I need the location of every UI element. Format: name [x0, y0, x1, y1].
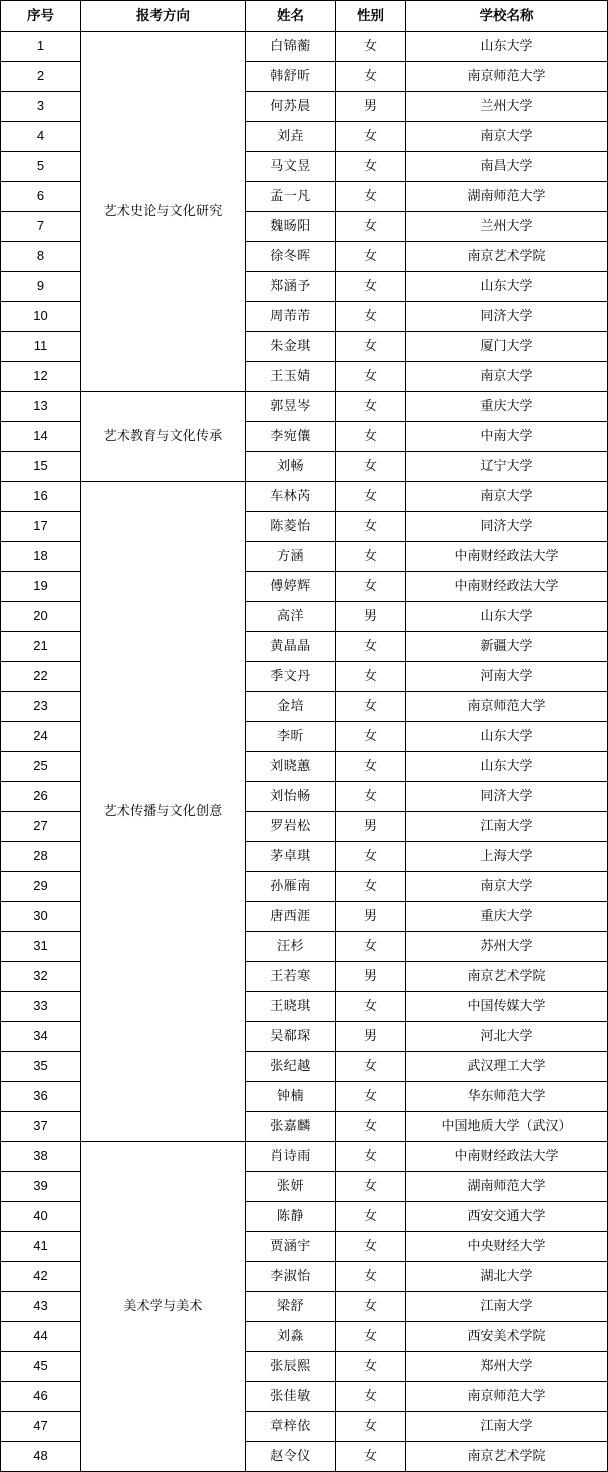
cell-index: 37 — [1, 1112, 81, 1142]
cell-index: 7 — [1, 212, 81, 242]
cell-sex: 男 — [336, 1022, 406, 1052]
cell-index: 17 — [1, 512, 81, 542]
cell-name: 车林芮 — [246, 482, 336, 512]
cell-sex: 女 — [336, 62, 406, 92]
cell-name: 刘淼 — [246, 1322, 336, 1352]
cell-sex: 女 — [336, 452, 406, 482]
cell-index: 16 — [1, 482, 81, 512]
cell-school: 武汉理工大学 — [406, 1052, 608, 1082]
cell-sex: 女 — [336, 242, 406, 272]
cell-school: 山东大学 — [406, 272, 608, 302]
cell-direction-group: 艺术史论与文化研究 — [81, 32, 246, 392]
cell-index: 29 — [1, 872, 81, 902]
cell-index: 35 — [1, 1052, 81, 1082]
cell-index: 33 — [1, 992, 81, 1022]
cell-school: 西安美术学院 — [406, 1322, 608, 1352]
cell-name: 何苏晨 — [246, 92, 336, 122]
cell-sex: 女 — [336, 272, 406, 302]
cell-sex: 女 — [336, 842, 406, 872]
cell-name: 赵令仪 — [246, 1442, 336, 1472]
cell-name: 张妍 — [246, 1172, 336, 1202]
cell-school: 中国地质大学（武汉） — [406, 1112, 608, 1142]
cell-index: 48 — [1, 1442, 81, 1472]
cell-index: 5 — [1, 152, 81, 182]
cell-name: 王若寒 — [246, 962, 336, 992]
cell-sex: 男 — [336, 92, 406, 122]
cell-school: 中国传媒大学 — [406, 992, 608, 1022]
cell-index: 25 — [1, 752, 81, 782]
cell-direction-group: 艺术传播与文化创意 — [81, 482, 246, 1142]
cell-index: 34 — [1, 1022, 81, 1052]
cell-name: 茅卓琪 — [246, 842, 336, 872]
table-header — [1, 1, 608, 32]
header-row — [1, 1, 608, 32]
cell-school: 辽宁大学 — [406, 452, 608, 482]
cell-school: 湖北大学 — [406, 1262, 608, 1292]
cell-index: 45 — [1, 1352, 81, 1382]
cell-sex: 女 — [336, 212, 406, 242]
cell-index: 19 — [1, 572, 81, 602]
cell-name: 陈菱怡 — [246, 512, 336, 542]
cell-sex: 女 — [336, 1052, 406, 1082]
cell-school: 兰州大学 — [406, 212, 608, 242]
table-row — [1, 1142, 608, 1172]
cell-school: 南京艺术学院 — [406, 962, 608, 992]
cell-index: 3 — [1, 92, 81, 122]
cell-name: 韩舒昕 — [246, 62, 336, 92]
cell-name: 肖诗雨 — [246, 1142, 336, 1172]
cell-school: 河北大学 — [406, 1022, 608, 1052]
cell-name: 李宛儴 — [246, 422, 336, 452]
cell-name: 马文昱 — [246, 152, 336, 182]
column-header-name: 姓名 — [246, 1, 336, 32]
cell-sex: 女 — [336, 1172, 406, 1202]
cell-index: 26 — [1, 782, 81, 812]
cell-name: 张嘉麟 — [246, 1112, 336, 1142]
cell-index: 21 — [1, 632, 81, 662]
cell-sex: 女 — [336, 1202, 406, 1232]
cell-index: 20 — [1, 602, 81, 632]
cell-name: 张纪越 — [246, 1052, 336, 1082]
cell-index: 44 — [1, 1322, 81, 1352]
cell-sex: 女 — [336, 152, 406, 182]
cell-school: 重庆大学 — [406, 902, 608, 932]
cell-sex: 女 — [336, 992, 406, 1022]
cell-index: 2 — [1, 62, 81, 92]
cell-name: 朱金琪 — [246, 332, 336, 362]
cell-school: 中南大学 — [406, 422, 608, 452]
cell-sex: 男 — [336, 902, 406, 932]
cell-index: 10 — [1, 302, 81, 332]
cell-index: 6 — [1, 182, 81, 212]
cell-direction-group: 美术学与美术 — [81, 1142, 246, 1472]
cell-name: 李昕 — [246, 722, 336, 752]
cell-name: 季文丹 — [246, 662, 336, 692]
cell-school: 南京师范大学 — [406, 692, 608, 722]
cell-index: 18 — [1, 542, 81, 572]
cell-sex: 女 — [336, 692, 406, 722]
cell-index: 30 — [1, 902, 81, 932]
cell-school: 南京师范大学 — [406, 1382, 608, 1412]
cell-school: 华东师范大学 — [406, 1082, 608, 1112]
cell-index: 12 — [1, 362, 81, 392]
cell-index: 13 — [1, 392, 81, 422]
cell-sex: 女 — [336, 1232, 406, 1262]
cell-sex: 女 — [336, 632, 406, 662]
cell-sex: 女 — [336, 1142, 406, 1172]
cell-index: 43 — [1, 1292, 81, 1322]
cell-name: 李淑怡 — [246, 1262, 336, 1292]
cell-school: 山东大学 — [406, 752, 608, 782]
cell-school: 山东大学 — [406, 722, 608, 752]
table-row — [1, 32, 608, 62]
cell-school: 上海大学 — [406, 842, 608, 872]
cell-school: 新疆大学 — [406, 632, 608, 662]
cell-school: 同济大学 — [406, 782, 608, 812]
cell-sex: 女 — [336, 302, 406, 332]
cell-index: 9 — [1, 272, 81, 302]
cell-school: 南京大学 — [406, 872, 608, 902]
cell-index: 1 — [1, 32, 81, 62]
cell-name: 魏旸阳 — [246, 212, 336, 242]
cell-school: 中南财经政法大学 — [406, 542, 608, 572]
cell-index: 22 — [1, 662, 81, 692]
cell-sex: 男 — [336, 812, 406, 842]
cell-name: 周芾芾 — [246, 302, 336, 332]
cell-name: 汪杉 — [246, 932, 336, 962]
cell-index: 46 — [1, 1382, 81, 1412]
cell-sex: 女 — [336, 32, 406, 62]
cell-school: 湖南师范大学 — [406, 1172, 608, 1202]
cell-name: 章梓依 — [246, 1412, 336, 1442]
cell-sex: 女 — [336, 872, 406, 902]
cell-name: 张辰熙 — [246, 1352, 336, 1382]
cell-school: 山东大学 — [406, 602, 608, 632]
cell-sex: 女 — [336, 122, 406, 152]
cell-index: 31 — [1, 932, 81, 962]
cell-name: 孟一凡 — [246, 182, 336, 212]
column-header-direction: 报考方向 — [81, 1, 246, 32]
cell-school: 中南财经政法大学 — [406, 572, 608, 602]
cell-sex: 男 — [336, 602, 406, 632]
table-row — [1, 482, 608, 512]
cell-name: 贾涵宇 — [246, 1232, 336, 1262]
cell-index: 14 — [1, 422, 81, 452]
cell-index: 38 — [1, 1142, 81, 1172]
cell-index: 28 — [1, 842, 81, 872]
cell-school: 河南大学 — [406, 662, 608, 692]
cell-name: 白锦蘅 — [246, 32, 336, 62]
cell-school: 南京大学 — [406, 482, 608, 512]
cell-school: 郑州大学 — [406, 1352, 608, 1382]
cell-name: 刘怡畅 — [246, 782, 336, 812]
cell-index: 32 — [1, 962, 81, 992]
cell-index: 24 — [1, 722, 81, 752]
cell-sex: 女 — [336, 722, 406, 752]
cell-school: 南京师范大学 — [406, 62, 608, 92]
column-header-sex: 性别 — [336, 1, 406, 32]
cell-name: 吴郗琛 — [246, 1022, 336, 1052]
cell-sex: 女 — [336, 1352, 406, 1382]
cell-school: 湖南师范大学 — [406, 182, 608, 212]
cell-name: 唐西涯 — [246, 902, 336, 932]
cell-sex: 女 — [336, 782, 406, 812]
cell-school: 南京大学 — [406, 122, 608, 152]
cell-sex: 男 — [336, 962, 406, 992]
cell-name: 罗岩松 — [246, 812, 336, 842]
cell-index: 15 — [1, 452, 81, 482]
cell-sex: 女 — [336, 1442, 406, 1472]
cell-school: 山东大学 — [406, 32, 608, 62]
cell-sex: 女 — [336, 1292, 406, 1322]
cell-name: 王晓琪 — [246, 992, 336, 1022]
cell-index: 39 — [1, 1172, 81, 1202]
cell-name: 梁舒 — [246, 1292, 336, 1322]
cell-name: 钟楠 — [246, 1082, 336, 1112]
cell-sex: 女 — [336, 1322, 406, 1352]
cell-school: 江南大学 — [406, 1292, 608, 1322]
cell-school: 同济大学 — [406, 512, 608, 542]
cell-direction-group: 艺术教育与文化传承 — [81, 392, 246, 482]
cell-name: 孙雁南 — [246, 872, 336, 902]
cell-sex: 女 — [336, 542, 406, 572]
cell-name: 高洋 — [246, 602, 336, 632]
cell-name: 陈静 — [246, 1202, 336, 1232]
cell-sex: 女 — [336, 182, 406, 212]
cell-index: 23 — [1, 692, 81, 722]
cell-sex: 女 — [336, 932, 406, 962]
cell-sex: 女 — [336, 1082, 406, 1112]
cell-school: 江南大学 — [406, 1412, 608, 1442]
cell-name: 刘晓蕙 — [246, 752, 336, 782]
cell-sex: 女 — [336, 662, 406, 692]
cell-sex: 女 — [336, 422, 406, 452]
cell-index: 8 — [1, 242, 81, 272]
cell-school: 中央财经大学 — [406, 1232, 608, 1262]
cell-sex: 女 — [336, 362, 406, 392]
cell-school: 南京大学 — [406, 362, 608, 392]
cell-index: 42 — [1, 1262, 81, 1292]
cell-index: 36 — [1, 1082, 81, 1112]
cell-school: 南京艺术学院 — [406, 1442, 608, 1472]
cell-sex: 女 — [336, 572, 406, 602]
cell-index: 11 — [1, 332, 81, 362]
cell-index: 27 — [1, 812, 81, 842]
cell-name: 王玉婧 — [246, 362, 336, 392]
cell-index: 41 — [1, 1232, 81, 1262]
cell-name: 郭昱岑 — [246, 392, 336, 422]
cell-school: 南昌大学 — [406, 152, 608, 182]
cell-name: 黄晶晶 — [246, 632, 336, 662]
cell-school: 厦门大学 — [406, 332, 608, 362]
cell-name: 刘畅 — [246, 452, 336, 482]
cell-sex: 女 — [336, 482, 406, 512]
cell-school: 苏州大学 — [406, 932, 608, 962]
cell-sex: 女 — [336, 1412, 406, 1442]
column-header-school: 学校名称 — [406, 1, 608, 32]
cell-school: 重庆大学 — [406, 392, 608, 422]
cell-sex: 女 — [336, 1382, 406, 1412]
cell-name: 张佳敏 — [246, 1382, 336, 1412]
cell-sex: 女 — [336, 1112, 406, 1142]
cell-name: 郑涵予 — [246, 272, 336, 302]
cell-name: 刘垚 — [246, 122, 336, 152]
cell-name: 方涵 — [246, 542, 336, 572]
cell-school: 江南大学 — [406, 812, 608, 842]
cell-index: 4 — [1, 122, 81, 152]
cell-index: 47 — [1, 1412, 81, 1442]
cell-sex: 女 — [336, 512, 406, 542]
column-header-index: 序号 — [1, 1, 81, 32]
cell-index: 40 — [1, 1202, 81, 1232]
cell-school: 兰州大学 — [406, 92, 608, 122]
table-row — [1, 392, 608, 422]
cell-name: 傅婷辉 — [246, 572, 336, 602]
cell-school: 中南财经政法大学 — [406, 1142, 608, 1172]
cell-school: 西安交通大学 — [406, 1202, 608, 1232]
cell-sex: 女 — [336, 392, 406, 422]
table-body — [1, 32, 608, 1472]
cell-sex: 女 — [336, 752, 406, 782]
cell-school: 南京艺术学院 — [406, 242, 608, 272]
cell-school: 同济大学 — [406, 302, 608, 332]
cell-sex: 女 — [336, 332, 406, 362]
cell-name: 徐冬晖 — [246, 242, 336, 272]
cell-sex: 女 — [336, 1262, 406, 1292]
cell-name: 金培 — [246, 692, 336, 722]
